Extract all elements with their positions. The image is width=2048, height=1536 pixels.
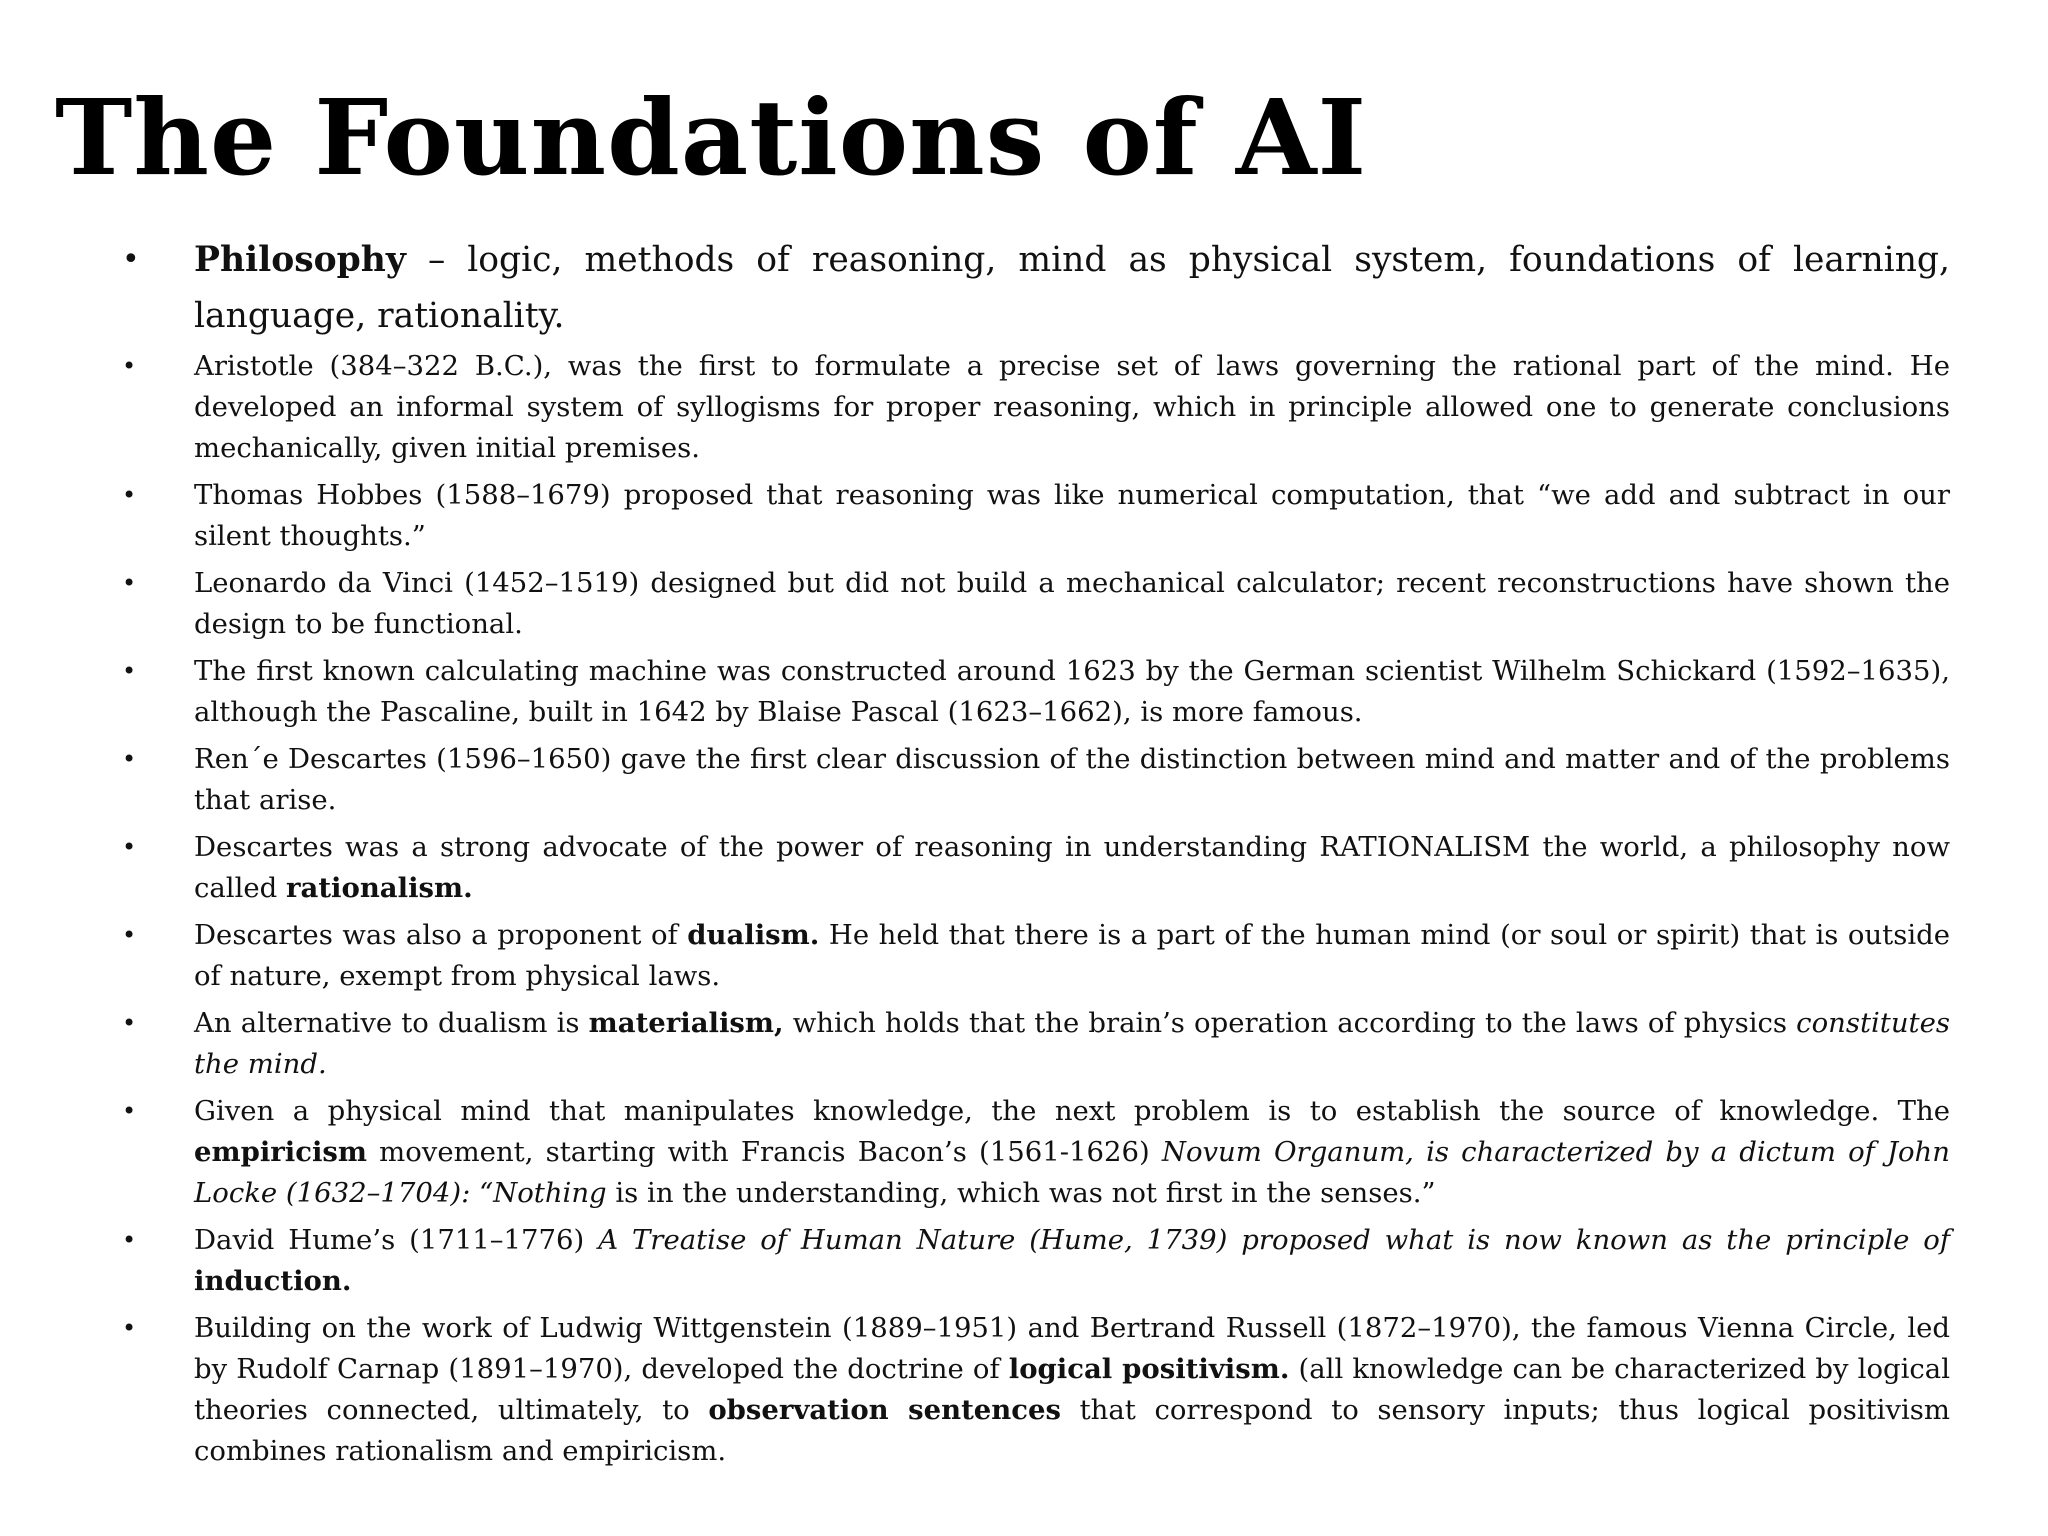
bullet-text: which holds that the brain’s operation according to the laws of physics xyxy=(783,1007,1797,1039)
bullet-emphasis: A Treatise of Human Nature (Hume, 1739) proposed what is now known as the principle of xyxy=(598,1224,1950,1256)
bullet-icon: • xyxy=(122,481,137,509)
bullet-icon: • xyxy=(122,745,137,773)
bullet-item-aristotle xyxy=(118,346,1950,469)
bullet-term: materialism, xyxy=(588,1007,784,1039)
bullet-icon: • xyxy=(122,569,137,597)
bullet-text: David Hume’s (1711–1776) xyxy=(194,1224,599,1256)
bullet-text: Thomas Hobbes (1588–1679) proposed that reasoning was like numerical computation, that “we add and subtract in our silent thoughts.” xyxy=(194,479,1950,552)
bullet-item-philosophy xyxy=(118,232,1950,344)
bullet-text: Descartes was also a proponent of xyxy=(194,919,688,951)
bullet-icon: • xyxy=(122,1226,137,1254)
bullet-item-dualism xyxy=(118,915,1950,997)
bullet-text: Given a physical mind that manipulates knowledge, the next problem is to establish the source of knowledge. The xyxy=(194,1095,1950,1127)
bullet-icon: • xyxy=(122,1314,137,1342)
bullet-text: that correspond to sensory inputs; thus logical positivism combines rationalism and empiricism. xyxy=(194,1394,1950,1467)
bullet-icon: • xyxy=(122,242,140,277)
bullet-item-induction xyxy=(118,1220,1950,1302)
bullet-text: An alternative to dualism is xyxy=(194,1007,589,1039)
bullet-text: Leonardo da Vinci (1452–1519) designed but did not build a mechanical calculator; recent reconstructions have shown the design to be functional. xyxy=(194,567,1950,640)
bullet-item-logical-positivism xyxy=(118,1308,1950,1472)
bullet-icon: • xyxy=(122,833,137,861)
bullet-text: The first known calculating machine was constructed around 1623 by the German scientist Wilhelm Schickard (1592–1635), although the Pascaline, built in 1642 by Blaise Pascal (1623–1662), is more famous. xyxy=(194,655,1950,728)
bullet-text: Ren´e Descartes (1596–1650) gave the first clear discussion of the distinction between mind and matter and of the problems that arise. xyxy=(194,743,1950,816)
bullet-item-materialism xyxy=(118,1003,1950,1085)
bullet-item-descartes xyxy=(118,739,1950,821)
bullet-item-hobbes xyxy=(118,475,1950,557)
bullet-icon: • xyxy=(122,1009,137,1037)
bullet-icon: • xyxy=(122,657,137,685)
bullet-term: logical positivism. xyxy=(1008,1353,1290,1385)
bullet-text: (all knowledge can be characterized by logical theories connected, ultimately, to xyxy=(194,1353,1950,1426)
bullet-text: is in the understanding, which was not first in the senses.” xyxy=(606,1177,1436,1209)
bullet-item-rationalism xyxy=(118,827,1950,909)
bullet-text: He held that there is a part of the human mind (or soul or spirit) that is outside of nature, exempt from physical laws. xyxy=(194,919,1950,992)
bullet-term: observation sentences xyxy=(708,1394,1061,1426)
bullet-item-schickard xyxy=(118,651,1950,733)
bullet-text: Building on the work of Ludwig Wittgenstein (1889–1951) and Bertrand Russell (1872–1970), the famous Vienna Circle, led by Rudolf Carnap (1891–1970), developed the doctrine of xyxy=(194,1312,1950,1385)
bullet-emphasis: constitutes the mind. xyxy=(194,1007,1950,1080)
bullet-emphasis: Novum Organum, is characterized by a dictum of John Locke (1632–1704): “Nothing xyxy=(194,1136,1950,1209)
bullet-text: movement, starting with Francis Bacon’s (1561-1626) xyxy=(366,1136,1162,1168)
bullet-term: dualism. xyxy=(687,919,820,951)
bullet-term: rationalism. xyxy=(286,872,473,904)
bullet-icon: • xyxy=(122,921,137,949)
slide-title: The Foundations of AI xyxy=(55,76,1368,199)
bullet-text: – logic, methods of reasoning, mind as physical system, foundations of learning, language, rationality. xyxy=(194,240,1950,336)
bullet-item-empiricism xyxy=(118,1091,1950,1214)
bullet-icon: • xyxy=(122,1097,137,1125)
bullet-list xyxy=(118,232,1950,1478)
bullet-text: Aristotle (384–322 B.C.), was the first to formulate a precise set of laws governing the rational part of the mind. He developed an informal system of syllogisms for proper reasoning, which in principle allowed one to generate conclusions mechanically, given initial premises. xyxy=(194,350,1950,464)
bullet-term: induction. xyxy=(194,1265,352,1297)
bullet-term: empiricism xyxy=(194,1136,367,1168)
bullet-text: Descartes was a strong advocate of the power of reasoning in understanding RATIONALISM the world, a philosophy now called xyxy=(194,831,1950,904)
bullet-term: Philosophy xyxy=(194,240,406,280)
bullet-item-da-vinci xyxy=(118,563,1950,645)
bullet-icon: • xyxy=(122,352,137,380)
